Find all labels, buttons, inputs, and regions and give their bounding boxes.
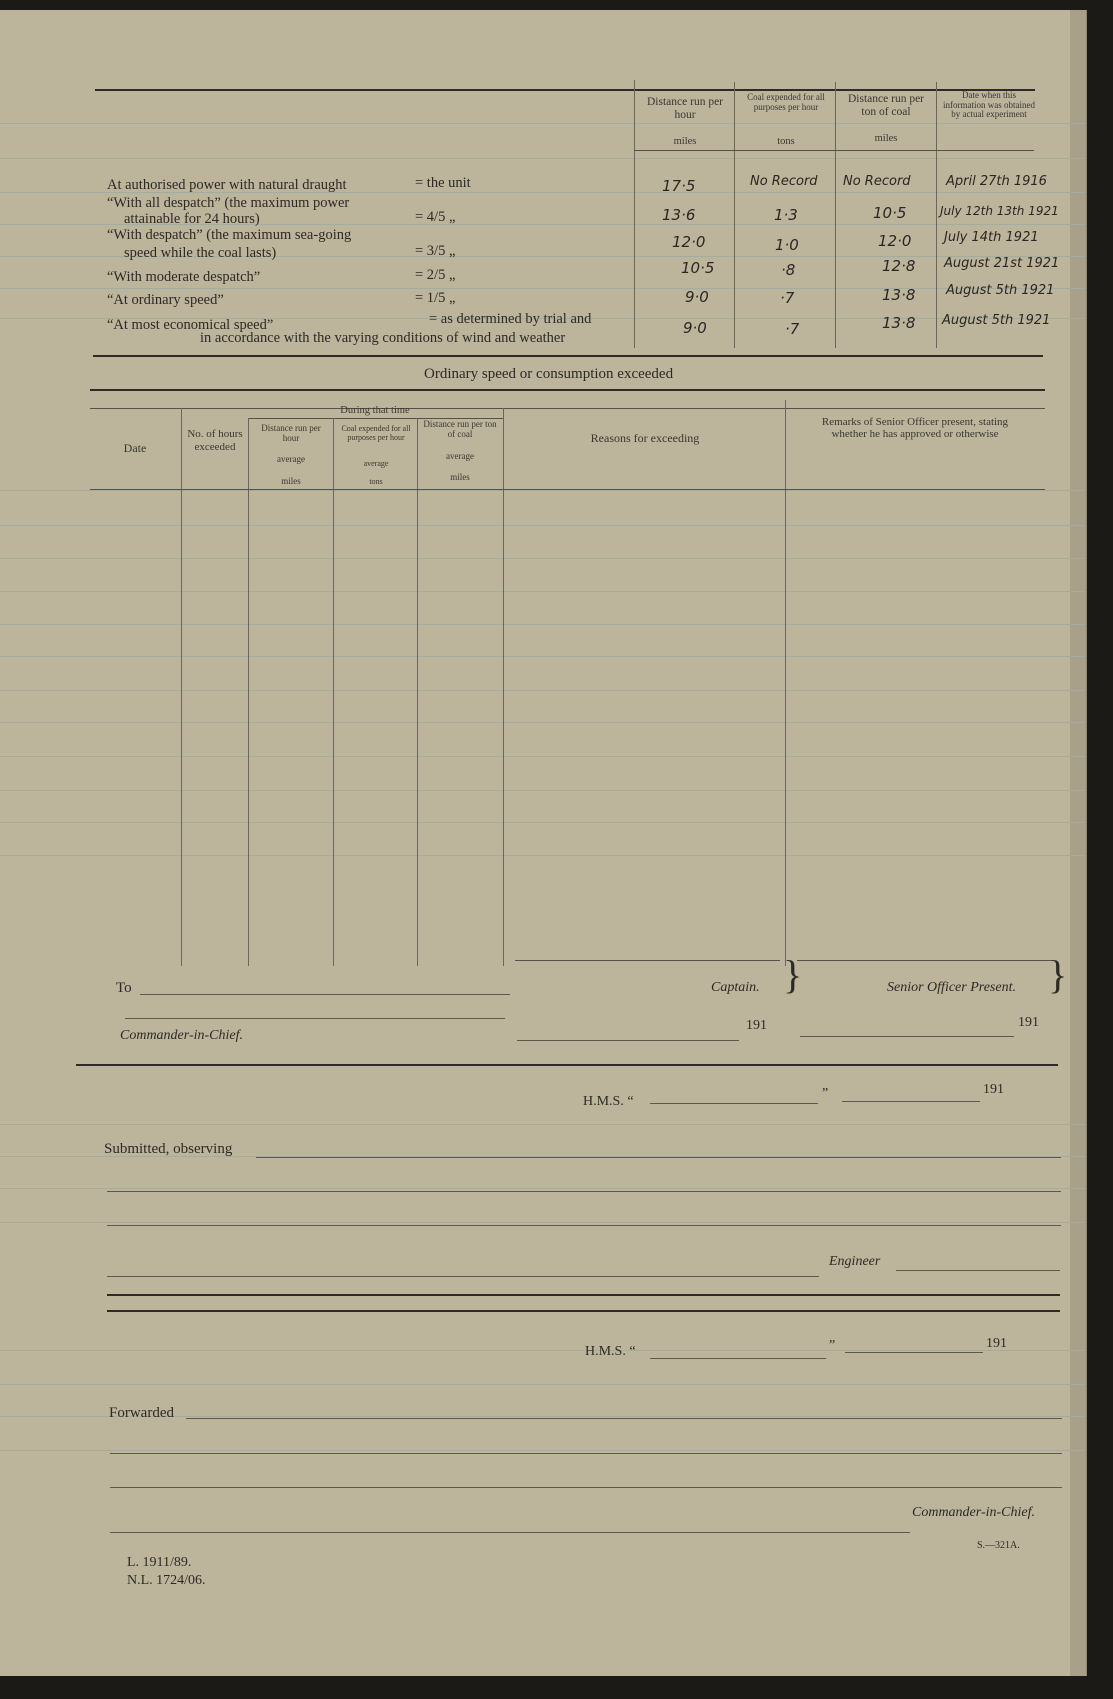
to-label: To (116, 980, 132, 996)
submitted-label: Submitted, observing (104, 1141, 233, 1157)
ruled-line (0, 756, 1085, 757)
write-line (107, 1225, 1061, 1226)
value-distance-ton: 13·8 (882, 314, 916, 332)
value-date: April 27th 1916 (946, 174, 1047, 189)
year-label: 191 (983, 1082, 1004, 1097)
value-date: August 5th 1921 (946, 283, 1055, 298)
ruled-line (0, 790, 1085, 791)
row-label: At authorised power with natural draught (107, 177, 347, 193)
ruled-line (0, 1188, 1085, 1189)
row-label: “With all despatch” (the maximum power (107, 195, 350, 211)
sub-average: average (363, 459, 389, 468)
header-dist-hour: Distance run per hour (261, 423, 321, 443)
unit-tons: tons (369, 477, 383, 486)
row-equivalence: = 3/5 „ (415, 243, 456, 259)
brace: } (1048, 952, 1068, 997)
senior-date-line (800, 1036, 1014, 1037)
reference-nl: N.L. 1724/06. (127, 1573, 206, 1588)
ruled-line (0, 1222, 1085, 1223)
write-line (110, 1532, 910, 1533)
commander-label: Commander-in-Chief. (912, 1505, 1035, 1520)
engineer-label: Engineer (829, 1254, 881, 1269)
column-divider (181, 408, 182, 966)
section-divider (107, 1310, 1060, 1312)
value-distance-ton: No Record (843, 174, 911, 189)
hms-label: H.M.S. “ (585, 1344, 636, 1359)
row-label-cont: attainable for 24 hours) (124, 211, 260, 227)
ruled-line (0, 1450, 1085, 1451)
column-divider (634, 80, 635, 348)
exceeded-header-rule (90, 489, 1045, 490)
write-line (110, 1487, 1062, 1488)
ship-name-line (650, 1103, 818, 1104)
date-line (842, 1101, 980, 1102)
row-label: “With moderate despatch” (107, 269, 261, 285)
during-that-time: During that time (340, 405, 410, 416)
unit-tons: tons (777, 136, 795, 147)
header-coal-hour: Coal expended for all purposes per hour (747, 92, 825, 112)
value-distance-hour: 12·0 (672, 233, 706, 251)
row-label-cont: in accordance with the varying conditions of wind and weather (200, 330, 566, 346)
column-divider (417, 418, 418, 966)
section-divider (76, 1064, 1058, 1066)
captain-date-line (517, 1040, 739, 1041)
exceeded-table-border (90, 389, 1045, 391)
row-label: “At most economical speed” (107, 317, 274, 333)
ruled-line (0, 690, 1085, 691)
value-distance-hour: 10·5 (681, 259, 715, 277)
value-distance-ton: 13·8 (882, 286, 916, 304)
ruled-line (0, 1350, 1085, 1351)
header-coal: Coal expended for all purposes per hour (341, 424, 411, 442)
value-date: August 5th 1921 (942, 313, 1051, 328)
ruled-line (0, 525, 1085, 526)
to-line (140, 994, 510, 995)
value-date: July 14th 1921 (944, 230, 1039, 245)
senior-officer-label: Senior Officer Present. (887, 980, 1016, 995)
hms-label: H.M.S. “ (583, 1094, 634, 1109)
captain-label: Captain. (711, 980, 760, 995)
row-equivalence: = the unit (415, 175, 471, 191)
year-label: 191 (746, 1018, 767, 1033)
header-remarks: Remarks of Senior Officer present, stating whether he has approved or otherwise (821, 416, 1009, 440)
write-line (256, 1157, 1061, 1158)
value-coal-hour: 1·0 (775, 236, 799, 254)
row-label: “With despatch” (the maximum sea-going (107, 227, 352, 243)
engineer-sign-line (896, 1270, 1060, 1271)
page-edge (1070, 10, 1086, 1676)
column-divider (333, 418, 334, 966)
exceeded-table-top-rule (90, 408, 1045, 409)
column-divider (503, 408, 504, 966)
to-line-2 (125, 1018, 505, 1019)
header-date-obtained: Date when this information was obtained by actual experiment (943, 90, 1035, 119)
ruled-line (0, 288, 1085, 289)
row-equivalence: = as determined by trial and (429, 311, 592, 327)
value-coal-hour: 1·3 (774, 206, 798, 224)
top-table-bottom-border (93, 355, 1043, 357)
write-line (107, 1191, 1061, 1192)
header-rule (634, 150, 1034, 151)
reference-l: L. 1911/89. (127, 1555, 192, 1570)
row-equivalence: = 2/5 „ (415, 267, 456, 283)
value-distance-ton: 10·5 (873, 204, 907, 222)
ruled-line (0, 1384, 1085, 1385)
sub-average: average (277, 454, 305, 464)
header-distance-ton: Distance run per ton of coal (848, 93, 924, 118)
write-line (107, 1276, 819, 1277)
row-label-cont: speed while the coal lasts) (124, 245, 277, 261)
ruled-line (0, 822, 1085, 823)
forwarded-label: Forwarded (109, 1405, 174, 1421)
value-coal-hour: ·7 (785, 320, 800, 338)
column-divider (734, 82, 735, 348)
ruled-line (0, 1124, 1085, 1125)
header-reasons: Reasons for exceeding (590, 431, 700, 445)
value-distance-hour: 9·0 (685, 288, 709, 306)
value-coal-hour: No Record (750, 174, 818, 189)
write-line (186, 1418, 1062, 1419)
ruled-line (0, 591, 1085, 592)
ruled-line (0, 855, 1085, 856)
captain-sign-line (515, 960, 780, 961)
sub-average: average (446, 451, 474, 461)
ruled-line (0, 722, 1085, 723)
row-label: “At ordinary speed” (107, 292, 224, 308)
value-distance-hour: 17·5 (662, 177, 696, 195)
value-coal-hour: ·8 (781, 261, 796, 279)
row-equivalence: = 1/5 „ (415, 290, 456, 306)
row-equivalence: = 4/5 „ (415, 209, 456, 225)
column-divider (835, 82, 836, 348)
value-distance-ton: 12·0 (878, 232, 912, 250)
value-date: August 21st 1921 (944, 256, 1060, 271)
quote-close: ” (829, 1338, 836, 1353)
ruled-line (0, 490, 1085, 491)
value-distance-ton: 12·8 (882, 257, 916, 275)
value-date: July 12th 13th 1921 (940, 204, 1059, 218)
value-coal-hour: ·7 (780, 289, 795, 307)
senior-sign-line (797, 960, 1052, 961)
value-distance-hour: 13·6 (662, 206, 696, 224)
ruled-line (0, 123, 1085, 124)
commander-label: Commander-in-Chief. (120, 1028, 243, 1043)
top-table-border (95, 89, 1035, 91)
section-divider (107, 1294, 1060, 1296)
value-distance-hour: 9·0 (683, 319, 707, 337)
year-label: 191 (986, 1336, 1007, 1351)
header-dist-ton: Distance run per ton of coal (423, 419, 497, 439)
section-title: Ordinary speed or consumption exceeded (424, 366, 674, 382)
ruled-line (0, 558, 1085, 559)
unit-miles: miles (673, 136, 697, 147)
year-label: 191 (1018, 1015, 1039, 1030)
header-distance-hour: Distance run per hour (647, 96, 723, 121)
form-number: S.—321A. (977, 1540, 1020, 1551)
date-line (845, 1352, 983, 1353)
column-divider (785, 400, 786, 966)
ruled-line (0, 656, 1085, 657)
header-date: Date (123, 441, 147, 455)
ruled-line (0, 158, 1085, 159)
quote-close: ” (822, 1086, 829, 1101)
ruled-line (0, 624, 1085, 625)
unit-miles: miles (450, 472, 470, 482)
header-hours: No. of hours exceeded (187, 428, 243, 453)
ship-name-line (650, 1358, 826, 1359)
column-divider (248, 418, 249, 966)
write-line (110, 1453, 1062, 1454)
unit-miles: miles (281, 476, 301, 486)
unit-miles: miles (874, 133, 898, 144)
brace: } (783, 952, 803, 997)
column-divider (936, 82, 937, 348)
